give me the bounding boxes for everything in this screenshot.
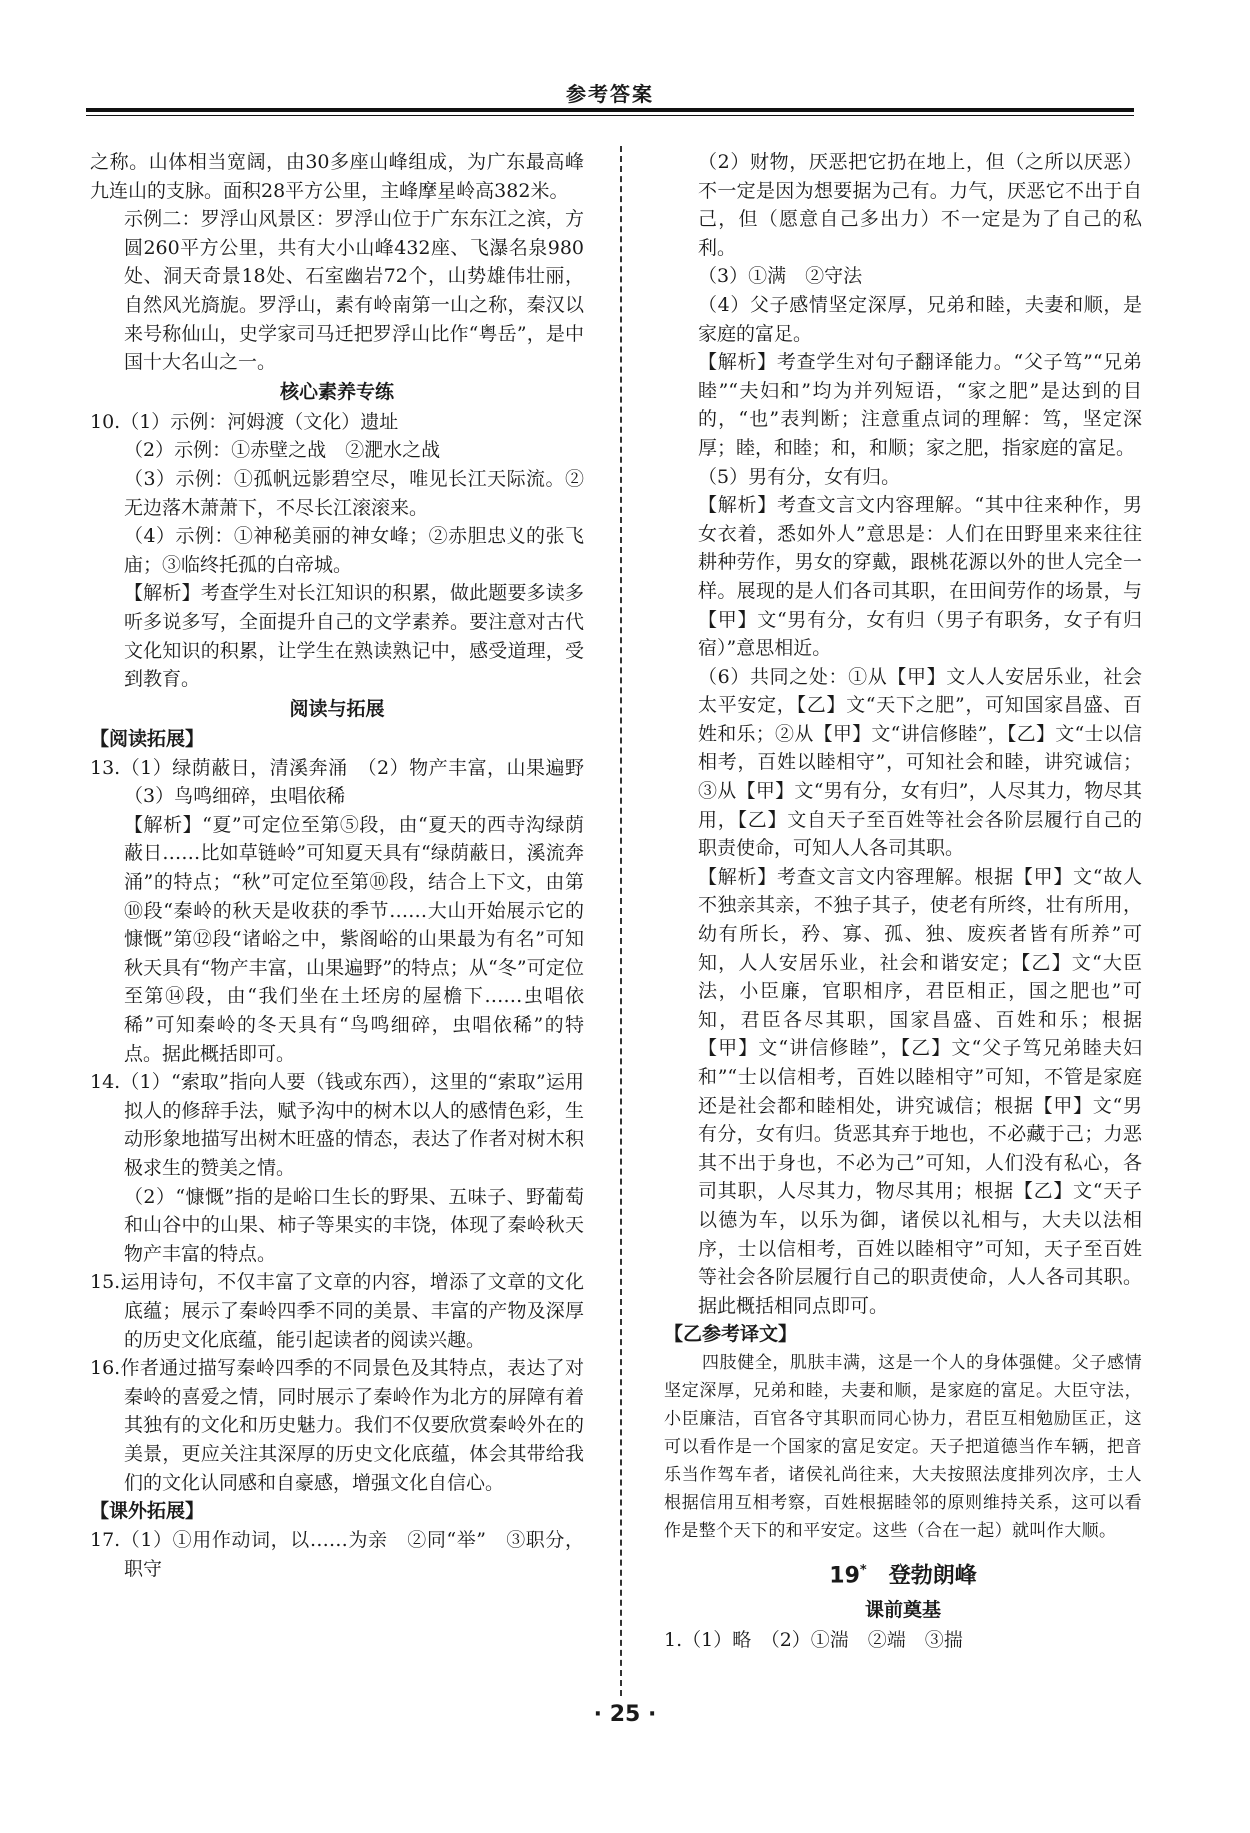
lesson-name: 登勃朗峰 [888, 1563, 977, 1589]
q10-line1: 10.（1）示例：河姆渡（文化）遗址 [90, 410, 399, 433]
lesson-number: 19 [829, 1563, 860, 1589]
q17-answer-5: （5）男有分，女有归。 [698, 465, 901, 488]
subheading-translation: 【乙参考译文】 [664, 1323, 798, 1346]
right-column [664, 148, 1142, 1654]
q10-line2: （2）示例：①赤壁之战 ②淝水之战 [124, 439, 441, 462]
page-number: · 25 · [593, 1702, 657, 1727]
translation-text: 四肢健全，肌肤丰满，这是一个人的身体强健。父子感情坚定深厚，兄弟和睦，夫妻和顺，是家庭的富足。大臣守法，小臣廉洁，百官各守其职而同心协力，君臣互相勉励匡正，这可以看作是一个国家的富足安定。天子把道德当作车辆，把音乐当作驾车者，诸侯礼尚往来，大夫按照法度排列次序，士人根据信用互相考察，百姓根据睦邻的原则维持关系，这可以看作是整个天下的和平安定。这些（合在一起）就叫作大顺。 [664, 1353, 1142, 1542]
q17-answer-2: （2）财物，厌恶把它扔在地上，但（之所以厌恶）不一定是因为想要据为己有。力气，厌恶它不出于自己，但（愿意自己多出力）不一定是为了自己的私利。 [698, 151, 1142, 259]
q13-analysis: 【解析】“夏”可定位至第⑤段，由“夏天的西寺沟绿荫蔽日……比如草链岭”可知夏天具有“绿荫蔽日，溪流奔涌”的特点；“秋”可定位至第⑩段，结合上下文，由第⑩段“秦岭的秋天是收获的季节……大山开始展示它的慷慨”第⑫段“诸峪之中，紫阁峪的山果最为有名”可知秋天具有“物产丰富，山果遍野”的特点；从“冬”可定位至第⑭段，由“我们坐在土坯房的屋檐下……虫唱依稀”可知秦岭的冬天具有“鸟鸣细碎，虫唱依稀”的特点。据此概括即可。 [124, 813, 584, 1065]
header-rule-thick [86, 108, 1134, 112]
q14-answer-1: 14.（1）“索取”指向人要（钱或东西），这里的“索取”运用拟人的修辞手法，赋予沟中的树木以人的感情色彩，生动形象地描写出树木旺盛的情态，表达了作者对树木积极求生的赞美之情。 [90, 1071, 584, 1179]
lesson-q1-answer: 1.（1）略 （2）①湍 ②端 ③揣 [664, 1628, 963, 1651]
q14-answer-2: （2）“慷慨”指的是峪口生长的野果、五味子、野葡萄和山谷中的山果、柿子等果实的丰饶，体现了秦岭秋天物产丰富的特点。 [124, 1185, 584, 1265]
q15-answer: 15.运用诗句，不仅丰富了文章的内容，增添了文章的文化底蕴；展示了秦岭四季不同的美景、丰富的产物及深厚的历史文化底蕴，能引起读者的阅读兴趣。 [90, 1271, 584, 1351]
q17-answer-6: （6）共同之处：①从【甲】文人人安居乐业，社会太平安定，【乙】文“天下之肥”，可知国家昌盛、百姓和乐；②从【甲】文“讲信修睦”，【乙】文“士以信相考，百姓以睦相守”，可知社会和睦，讲究诚信；③从【甲】文“男有分，女有归”，人尽其力，物尽其用，【乙】文自天子至百姓等社会各阶层履行自己的职责使命，可知人人各司其职。 [698, 665, 1142, 860]
q17-analysis-6: 【解析】考查文言文内容理解。根据【甲】文“故人不独亲其亲，不独子其子，使老有所终，壮有所用，幼有所长，矜、寡、孤、独、废疾者皆有所养”可知，人人安居乐业，社会和谐安定；【乙】文“大臣法，小臣廉，官职相序，君臣相正，国之肥也”可知，君臣各尽其职，国家昌盛、百姓和乐；根据【甲】文“讲信修睦”，【乙】文“父子笃兄弟睦夫妇和”“士以信相考，百姓以睦相守”可知，不管是家庭还是社会都和睦相处，讲究诚信；根据【甲】文“男有分，女有归。货恶其弃于地也，不必藏于己；力恶其不出于身也，不必为己”可知，人们没有私心，各司其职，人尽其力，物尽其用；根据【乙】文“天子以德为车，以乐为御，诸侯以礼相与，大夫以法相序，士以信相考，百姓以睦相守”可知，天子至百姓等社会各阶层履行自己的职责使命，人人各司其职。据此概括相同点即可。 [698, 865, 1142, 1317]
section-heading-core: 核心素养专练 [279, 380, 394, 403]
q17-answer-1: 17.（1）①用作动词，以……为亲 ②同“举” ③职分，职守 [90, 1529, 584, 1580]
q10-line3: （3）示例：①孤帆远影碧空尽，唯见长江天际流。②无边落木萧萧下，不尽长江滚滚来。 [124, 467, 584, 519]
q17-answer-3: （3）①满 ②守法 [698, 265, 863, 288]
subheading-extra-reading: 【课外拓展】 [90, 1500, 205, 1523]
intro-example-two: 示例二：罗浮山风景区：罗浮山位于广东东江之滨，方圆260平方公里，共有大小山峰432座、飞瀑名泉980处、洞天奇景18处、石室幽岩72个，山势雄伟壮丽，自然风光旖旎。罗浮山，素有岭南第一山之称，秦汉以来号称仙山，史学家司马迁把罗浮山比作“粤岳”，是中国十大名山之一。 [124, 208, 584, 374]
q17-analysis-4: 【解析】考查学生对句子翻译能力。“父子笃”“兄弟睦”“夫妇和”均为并列短语，“家之肥”是达到的目的，“也”表判断；注意重点词的理解：笃，坚定深厚；睦，和睦；和，和顺；家之肥，指家庭的富足。 [698, 351, 1142, 459]
column-divider [620, 146, 622, 1696]
header-rule-thin [86, 115, 1134, 116]
q13-answer: 13.（1）绿荫蔽日，清溪奔涌 （2）物产丰富，山果遍野 （3）鸟鸣细碎，虫唱依稀 [90, 756, 604, 808]
left-column [90, 148, 604, 1583]
header-title: 参考答案 [566, 82, 654, 106]
q10-analysis: 【解析】考查学生对长江知识的积累，做此题要多读多听多说多写，全面提升自己的文学素养。要注意对古代文化知识的积累，让学生在熟读熟记中，感受道理，受到教育。 [124, 582, 584, 691]
subheading-read-extension: 【阅读拓展】 [90, 727, 205, 750]
section-heading-read: 阅读与拓展 [289, 697, 385, 720]
lesson-title [664, 1553, 1142, 1594]
lesson-mark: * [859, 1563, 867, 1579]
q17-analysis-5: 【解析】考查文言文内容理解。“其中往来种作，男女衣着，悉如外人”意思是：人们在田野里来来往往耕种劳作，男女的穿戴，跟桃花源以外的世人完全一样。展现的是人们各司其职，在田间劳作的场景，与【甲】文“男有分，女有归（男子有职务，女子有归宿）”意思相近。 [698, 494, 1142, 660]
page-header [86, 78, 1134, 118]
q17-answer-4: （4）父子感情坚定深厚，兄弟和睦，夫妻和顺，是家庭的富足。 [698, 293, 1142, 345]
q10-line4: （4）示例：①神秘美丽的神女峰；②赤胆忠义的张飞庙；③临终托孤的白帝城。 [124, 525, 584, 576]
intro-paragraph: 之称。山体相当宽阔，由30多座山峰组成，为广东最高峰九连山的支脉。面积28平方公里，主峰摩星岭高382米。 [90, 151, 584, 202]
q16-answer: 16.作者通过描写秦岭四季的不同景色及其特点，表达了对秦岭的喜爱之情，同时展示了秦岭作为北方的屏障有着其独有的文化和历史魅力。我们不仅要欣赏秦岭外在的美景，更应关注其深厚的历史文化底蕴，体会其带给我们的文化认同感和自豪感，增强文化自信心。 [90, 1357, 584, 1494]
section-heading-pre: 课前奠基 [864, 1598, 941, 1621]
